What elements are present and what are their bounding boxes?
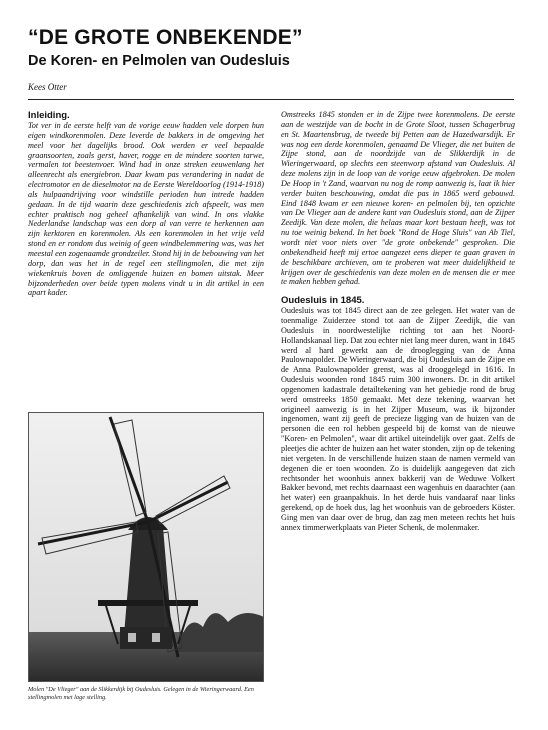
right-column: [281, 110, 515, 533]
photo-caption: Molen "De Vlieger" aan de Slikkerdijk bij Oudesluis. Gelegen in de Wieringerwaard. Een stellingmolen met lage stelling.: [28, 686, 254, 701]
author-name: Kees Otter: [28, 82, 67, 92]
article-title: “DE GROTE ONBEKENDE”: [28, 26, 303, 49]
article-subtitle: De Koren- en Pelmolen van Oudesluis: [28, 53, 290, 69]
intro-heading: Inleiding.: [28, 110, 70, 121]
header-divider: [28, 99, 514, 100]
left-column: [28, 110, 264, 298]
right-intro-text: Omstreeks 1845 stonden er in de Zijpe twee korenmolens. De eerste aan de westzijde van de bocht in de Grote Sloot, tussen Schagerbrug en St. Maartensbrug, de tweede bij Petten aan de Hazedwarsdijk. Er was nog een derde korenmolen, genaamd De Vlieger, die net buiten de Zijpe stond, aan de noordzijde van de Slikkerdijk in de Wieringerwaard, op slechts een steenworp afstand van Oudesluis. Al deze molens zijn in de loop van de vorige eeuw afgebroken. De molen De Hoop in 't Zand, waarvan nu nog de romp aanwezig is, laat ik hier verder buiten beschouwing, omdat die pas in 1865 werd gebouwd. Eind 1848 kwam er een nieuwe koren- en pelmolen bij, ten opzichte van De Vlieger aan de andere kant van Oudesluis stond, aan de Zijper Zeedijk. Van deze molen, die helaas maar kort bestaan heeft, was tot nu toe weinig bekend. In het boek "Rond de Hoge Sluis" van Ab Tiel, wordt niet voor niets over "de grote onbekende" gesproken. Die onbekendheid heeft mij ertoe aangezet eens dieper te gaan graven in de beschikbare archieven, om te proberen wat meer duidelijkheid te krijgen over de geschiedenis van deze molen en de mensen die er mee te maken hebben gehad.: [281, 110, 515, 287]
intro-text: Tot ver in de eerste helft van de vorige eeuw hadden vele dorpen hun eigen windkorenmolen. Deze leverde de bakkers in de omgeving het meel voor het dagelijks brood. Ook werden er veel bepaalde graansoorten, zoals gerst, haver, rogge en de mindere soorten tarwe, vermalen tot beestenvoer. Wind had in onze streken eeuwenlang het alleenrecht als energiebron. Daar kwam pas verandering in nadat de electromotor en de dieselmotor na de Eerste Wereldoorlog (1914-1918) als hulpaandrijving voor windstille perioden hun intrede hadden gedaan. In de tijd waarin deze geschiedenis zich afspeelt, was men echter praktisch nog geheel afhankelijk van wind. In ons vlakke Nederlandse landschap was een dorp al van verre te herkennen aan zijn kerktoren en korenmolen. Als een korenmolen in het vrije veld stond en er rondom dus weinig of geen windbelemmering was, was het meestal een zogenaamde grondzeiler. Stond hij in de bebouwing van het dorp, dan was het in de regel een stellingmolen, die met zijn wiekenkruis boven de omliggende huizen en bomen uitstak. Meer bijzonderheden over beide typen molens vindt u in dit artikel in een apart kader.: [28, 121, 264, 298]
section-text-oudesluis: Oudesluis was tot 1845 direct aan de zee gelegen. Het water van de toenmalige Zuiderzee stond tot aan de Zijper Zeedijk, die van Oudesluis in noordwestelijke richting tot aan het Noord-Hollandskanaal liep. Dat zou echter niet lang meer duren, want in 1845 werd al hard gewerkt aan de drooglegging van de Anna Paulownapolder. De Wieringerwaard, die bij Oudesluis aan de Zijpe en de Anna Paulownapolder grenst, was al drooggelegd in 1616. In Oudesluis woonden rond 1845 ruim 300 inwoners. Dr. in dit artikel opgenomen kadastrale detailtekening van het gebiedje rond de brug werd omstreeks 1850 gemaakt. Met deze tekening, waarvan het origineel aanwezig is in het Zijper Museum, was ik bijzonder ingenomen, want zij geeft de precieze ligging van de huizen van de personen die een rol hebben gespeeld bij de komst van de nieuwe "Koren- en Pelmolen", waar dit artikel uiteindelijk over gaat. Zelfs de pleetjes die achter de huizen aan het water stonden, zijn op de tekening niet vergeten. In de verschillende huizen staan de namen vermeld van degenen die er toen woonden. Zo is duidelijk aangegeven dat zich rechtsonder het woonhuis annex bakkerij van de Weduwe Volkert Bakker bevond, met rechts daarnaast een wagenhuis en daarachter (aan het water) een graanpakhuis. In het derde huis vandaaraf naar links gerekend, op de hoek dus, lag het woonhuis van de gebroeders Köster. Ging men van daar over de brug, dan zag men meteen rechts het huis annex timmerwerkplaats van Pieter Schenk, de molenmaker.: [281, 306, 515, 532]
section-heading-oudesluis: Oudesluis in 1845.: [281, 295, 365, 307]
windmill-photo: [28, 412, 264, 682]
